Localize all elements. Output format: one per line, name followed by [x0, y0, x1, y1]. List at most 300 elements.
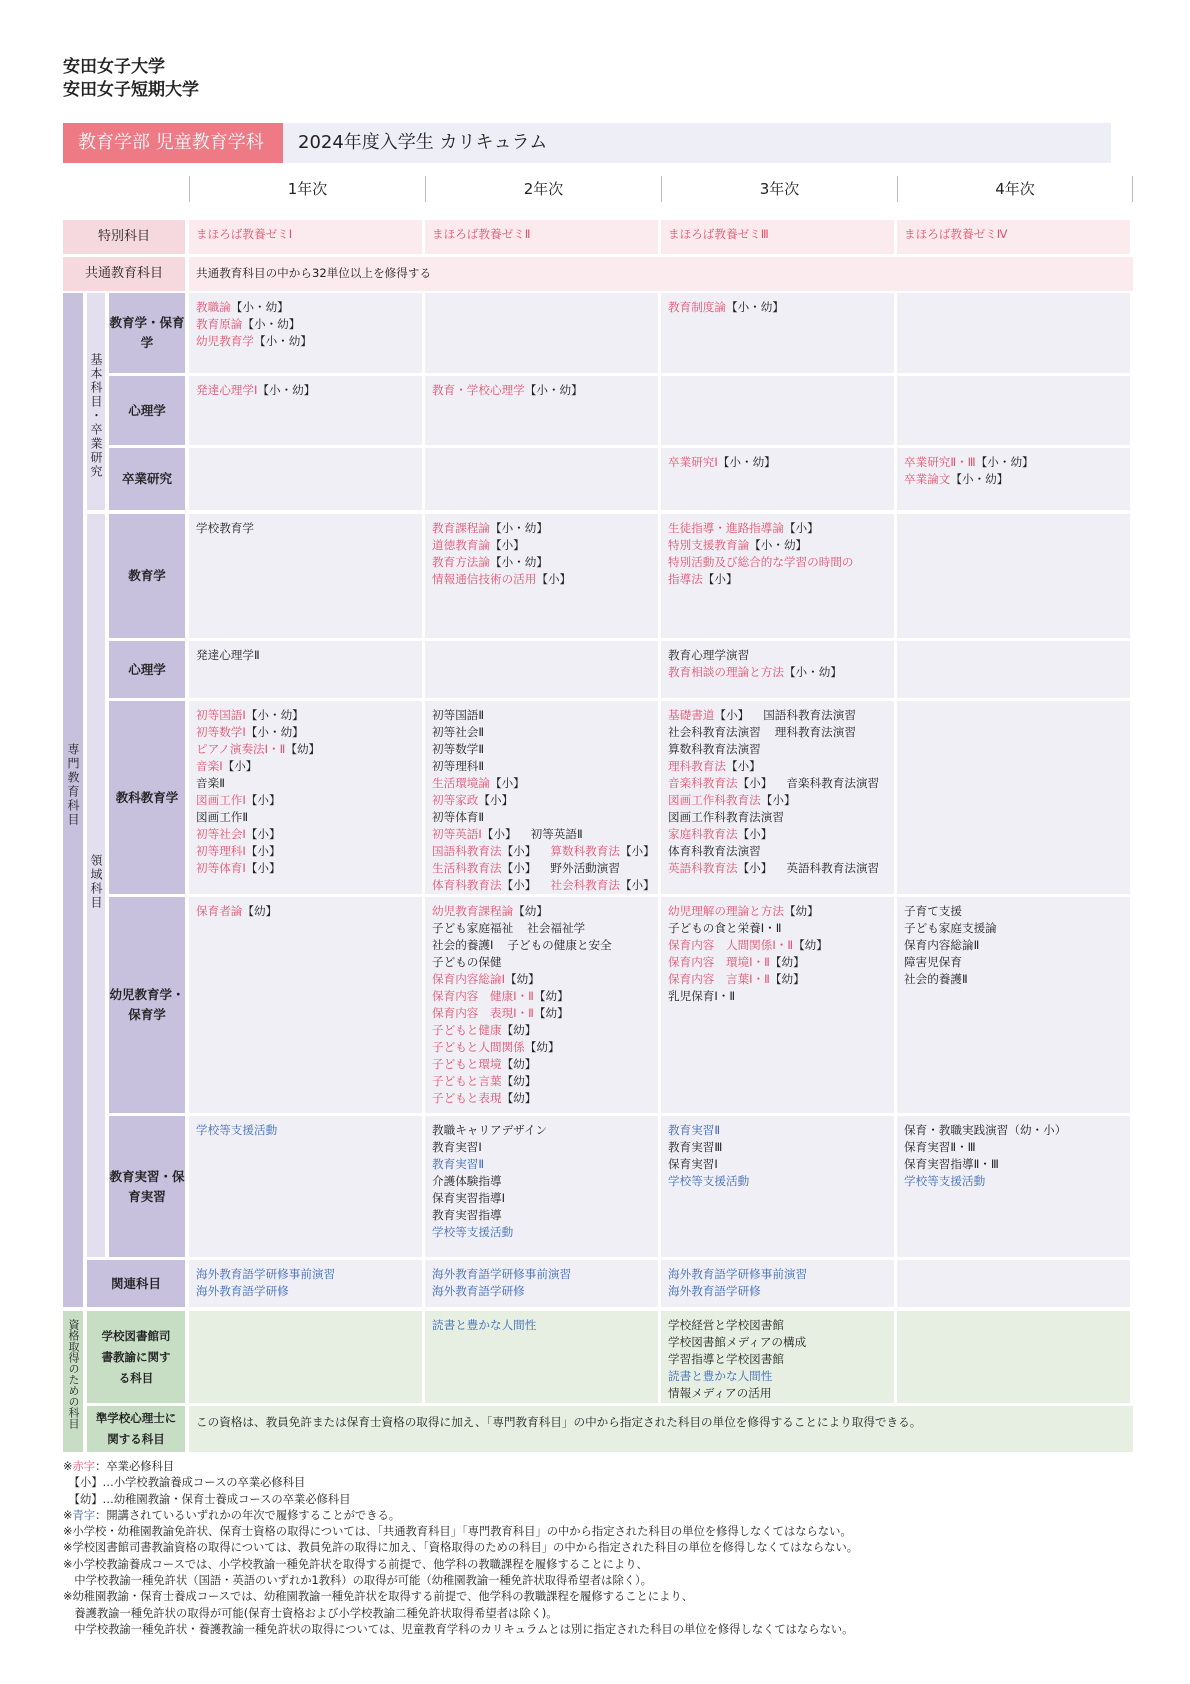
course-requirement: 【小】	[725, 759, 761, 773]
course-name: 教育実習Ⅰ	[432, 1140, 482, 1154]
course-name: 海外教育語学研修	[432, 1284, 525, 1298]
course-item	[432, 1139, 651, 1156]
course-requirement: 【小】	[619, 878, 655, 892]
course-item	[432, 988, 651, 1005]
course-requirement: 【小・幼】	[950, 472, 1009, 486]
course-item	[668, 775, 887, 792]
course-name: 算数科教育法	[550, 844, 620, 858]
course-item	[432, 1207, 651, 1224]
course-item	[432, 1190, 651, 1207]
course-name: 子どもの食と栄養Ⅰ・Ⅱ	[668, 921, 782, 935]
category-pedagogy: 教育学	[109, 514, 185, 638]
footnote-mark: ※	[63, 1460, 73, 1473]
kihon-group-label: 基本科目・卒業研究	[89, 353, 103, 479]
course-name: 教育制度論	[668, 300, 726, 314]
course-cell	[897, 897, 1130, 1113]
course-requirement: 【小・幼】	[489, 555, 548, 569]
course-requirement: 【幼】	[285, 742, 321, 756]
course-name: 教育実習Ⅱ	[668, 1123, 721, 1137]
course-name: 初等国語Ⅰ	[196, 708, 246, 722]
course-requirement: 【小】	[737, 861, 773, 875]
department-label: 教育学部 児童教育学科	[63, 123, 283, 163]
course-cell	[425, 1260, 658, 1307]
course-item	[668, 520, 887, 537]
course-cell	[189, 514, 422, 638]
course-item	[432, 937, 651, 954]
footnote-text: ※小学校・幼稚園教諭免許状、保育士資格の取得については、「共通教育科目」「専門教育科目」の中から指定された科目の単位を修得しなくてはならない。	[63, 1525, 852, 1539]
course-cell	[189, 897, 422, 1113]
course-name: 保育・教職実践演習（幼・小）	[904, 1123, 1067, 1137]
course-item	[196, 1283, 415, 1300]
course-name: 図画工作Ⅰ	[196, 793, 246, 807]
course-name: 子どもと健康	[432, 1023, 502, 1037]
course-cell	[897, 1260, 1130, 1307]
course-item	[668, 1385, 887, 1402]
footnote-line	[63, 1492, 858, 1508]
course-item	[196, 1266, 415, 1283]
course-item	[196, 792, 415, 809]
course-item	[668, 226, 887, 243]
course-name: 教育課程論	[432, 521, 490, 535]
course-item	[668, 1317, 887, 1334]
course-item	[668, 1139, 887, 1156]
course-name: 発達心理学Ⅰ	[196, 383, 258, 397]
course-item	[432, 877, 655, 894]
course-name: 学校等支援活動	[196, 1123, 278, 1137]
course-name: 子どもと環境	[432, 1057, 502, 1071]
course-item	[668, 1351, 887, 1368]
course-item	[904, 1156, 1123, 1173]
year-header-4: 4年次	[897, 176, 1133, 202]
course-requirement: 【小】	[481, 827, 517, 841]
course-item	[196, 860, 415, 877]
course-requirement: 【小】	[222, 759, 258, 773]
course-item	[668, 664, 887, 681]
course-requirement: 【幼】	[501, 1074, 537, 1088]
course-requirement: 【小・幼】	[717, 455, 776, 469]
course-name: 読書と豊かな人間性	[432, 1318, 537, 1332]
course-item	[432, 1056, 651, 1073]
course-item	[432, 1039, 651, 1056]
footnote-text: 【小】…小学校教諭養成コースの卒業必修科目	[63, 1476, 306, 1490]
course-name: 初等体育Ⅱ	[432, 810, 485, 824]
year-header-2: 2年次	[425, 176, 661, 202]
course-item	[432, 1156, 651, 1173]
course-requirement: 【小】	[501, 878, 537, 892]
course-name: 英語科教育法演習	[786, 861, 880, 875]
course-item	[196, 1122, 415, 1139]
course-item	[196, 843, 415, 860]
course-cell	[425, 1116, 658, 1257]
course-name: 初等英語Ⅰ	[432, 827, 482, 841]
common-education-note: 共通教育科目の中から32単位以上を修得する	[189, 257, 1133, 291]
course-requirement: 【幼】	[513, 904, 548, 918]
course-requirement: 【小】	[737, 827, 773, 841]
course-item	[432, 571, 651, 588]
footnote-text: 中学校教諭一種免許状（国語・英語のいずれか1教科）の取得が可能（幼稚園教諭一種免許状取得希望者は除く）。	[63, 1574, 652, 1588]
category-early-childhood: 幼児教育学・保育学	[109, 897, 185, 1113]
course-cell	[189, 641, 422, 698]
course-name: 学校等支援活動	[904, 1174, 986, 1188]
course-cell	[897, 641, 1130, 698]
course-item	[668, 1334, 887, 1351]
footnote-line	[63, 1573, 858, 1589]
footnote-line	[63, 1606, 858, 1622]
course-requirement: 【小】	[489, 776, 525, 790]
course-requirement: 【小・幼】	[749, 538, 808, 552]
course-cell	[425, 448, 658, 510]
course-item	[196, 724, 415, 741]
course-name: 保育実習指導Ⅰ	[432, 1191, 505, 1205]
course-item	[668, 826, 887, 843]
course-item	[432, 741, 651, 758]
course-name: 発達心理学Ⅱ	[196, 648, 260, 662]
course-item	[196, 775, 415, 792]
course-item	[904, 1139, 1123, 1156]
course-item	[196, 809, 415, 826]
school-psychologist-note: この資格は、教員免許または保育士資格の取得に加え、「専門教育科目」の中から指定された科目の単位を修得することにより取得できる。	[189, 1406, 1133, 1452]
footnote-text: 【幼】…幼稚園教諭・保育士養成コースの卒業必修科目	[63, 1492, 351, 1506]
course-name: 図画工作科教育法	[668, 793, 761, 807]
course-requirement: 【小・幼】	[245, 708, 304, 722]
course-item	[904, 971, 1123, 988]
course-name: 社会福祉学	[527, 921, 586, 935]
category-related: 関連科目	[87, 1260, 185, 1307]
course-requirement: 【小・幼】	[253, 334, 312, 348]
course-name: 海外教育語学研修	[196, 1284, 289, 1298]
course-requirement: 【小・幼】	[245, 725, 304, 739]
course-name: 学校図書館メディアの構成	[668, 1335, 807, 1349]
course-name: 保育内容 人間関係Ⅰ・Ⅱ	[668, 938, 794, 952]
course-name: 教職キャリアデザイン	[432, 1123, 548, 1137]
course-name: 理科教育法演習	[774, 725, 856, 739]
course-cell	[661, 1311, 894, 1403]
course-item	[432, 724, 651, 741]
course-cell	[425, 376, 658, 445]
course-cell	[897, 701, 1130, 894]
course-cell	[897, 1311, 1130, 1403]
course-name: 卒業研究Ⅰ	[668, 455, 718, 469]
course-name: 教育実習指導	[432, 1208, 502, 1222]
course-cell	[661, 1260, 894, 1307]
course-item	[432, 843, 655, 860]
course-requirement: 【小・幼】	[242, 317, 301, 331]
course-requirement: 【幼】	[769, 955, 805, 969]
course-item	[668, 758, 887, 775]
shikaku-group-label: 資格取得のための科目	[67, 1319, 80, 1429]
course-requirement: 【小】	[702, 572, 738, 586]
course-name: 学習指導と学校図書館	[668, 1352, 784, 1366]
course-cell	[189, 293, 422, 373]
course-name: 生徒指導・進路指導論	[668, 521, 784, 535]
footnote-line	[63, 1475, 858, 1491]
course-name: 体育科教育法	[432, 878, 502, 892]
course-name: 学校教育学	[196, 521, 254, 535]
course-cell	[661, 1116, 894, 1257]
category-special: 特別科目	[63, 220, 185, 254]
course-item	[196, 647, 415, 664]
course-requirement: 【幼】	[504, 972, 540, 986]
footnote-line	[63, 1557, 858, 1573]
course-name: 算数科教育法演習	[668, 742, 761, 756]
course-name: 社会科教育法演習	[668, 725, 761, 739]
course-requirement: 【幼】	[533, 989, 569, 1003]
course-item	[432, 1224, 651, 1241]
course-name: 保育実習Ⅰ	[668, 1157, 718, 1171]
course-cell	[189, 1260, 422, 1307]
course-item	[904, 226, 1123, 243]
university-name-1: 安田女子大学	[63, 57, 165, 77]
course-name: 障害児保育	[904, 955, 962, 969]
course-item	[432, 1266, 651, 1283]
senmon-group-bar	[63, 293, 83, 1307]
year-header-1: 1年次	[189, 176, 425, 202]
course-item	[668, 724, 887, 741]
curriculum-title: 2024年度入学生 カリキュラム	[298, 132, 548, 153]
course-cell	[897, 448, 1130, 510]
course-name: 初等理科Ⅱ	[432, 759, 485, 773]
course-requirement: 【幼】	[769, 972, 805, 986]
course-item	[196, 299, 415, 316]
footnote-blue-key: 青字	[72, 1508, 96, 1522]
course-name: 教育心理学演習	[668, 648, 750, 662]
course-name: 音楽Ⅱ	[196, 776, 225, 790]
course-item	[904, 454, 1123, 471]
course-requirement: 【小】	[501, 861, 537, 875]
course-name: 子ども家庭支援論	[904, 921, 997, 935]
footnote-text: ※小学校教諭養成コースでは、小学校教諭一種免許状を取得する前提で、他学科の教職課程を履修することにより、	[63, 1557, 648, 1571]
course-name: 家庭科教育法	[668, 827, 738, 841]
course-item	[196, 382, 415, 399]
course-item	[432, 1022, 651, 1039]
course-item	[668, 920, 887, 937]
course-name: 初等社会Ⅱ	[432, 725, 485, 739]
course-requirement: 【小・幼】	[975, 455, 1034, 469]
course-name: 介護体験指導	[432, 1174, 502, 1188]
course-cell	[189, 1116, 422, 1257]
course-requirement: 【小】	[478, 793, 514, 807]
course-name: 乳児保育Ⅰ・Ⅱ	[668, 989, 736, 1003]
footnote-text: 養護教諭一種免許状の取得が可能(保育士資格および小学校教諭二種免許状取得希望者は除く)。	[63, 1606, 558, 1620]
course-cell	[425, 1311, 658, 1403]
course-item	[668, 454, 887, 471]
course-name: 学校等支援活動	[668, 1174, 750, 1188]
course-item	[196, 707, 415, 724]
course-name: 特別活動及び総合的な学習の時間の	[668, 555, 854, 569]
senmon-group-label: 専門教育科目	[66, 743, 80, 827]
course-name: 読書と豊かな人間性	[668, 1369, 773, 1383]
course-requirement: 【幼】	[524, 1040, 560, 1054]
course-requirement: 【小】	[783, 521, 819, 535]
course-name: 教育原論	[196, 317, 243, 331]
course-name: 子育て支援	[904, 904, 962, 918]
course-name: 情報通信技術の活用	[432, 572, 537, 586]
course-cell	[897, 1116, 1130, 1257]
course-requirement: 【小】	[245, 844, 281, 858]
course-item	[196, 826, 415, 843]
course-requirement: 【小・幼】	[524, 383, 583, 397]
course-item	[432, 792, 651, 809]
course-requirement: 【小】	[245, 861, 281, 875]
course-item	[432, 809, 651, 826]
course-name: 子どもの健康と安全	[507, 938, 612, 952]
category-psychology-basic: 心理学	[109, 376, 185, 445]
course-name: 社会的養護Ⅱ	[904, 972, 968, 986]
course-name: 初等数学Ⅱ	[432, 742, 485, 756]
footnote-red-key: 赤字	[72, 1460, 96, 1473]
course-item	[432, 1317, 651, 1334]
course-item	[196, 903, 415, 920]
course-item	[904, 471, 1123, 488]
course-name: まほろば教養ゼミⅣ	[904, 227, 1008, 241]
category-practicum: 教育実習・保育実習	[109, 1116, 185, 1257]
course-item	[196, 520, 415, 537]
course-cell	[897, 376, 1130, 445]
course-requirement: 【小】	[714, 708, 750, 722]
course-requirement: 【小】	[501, 844, 537, 858]
category-graduation-research: 卒業研究	[109, 448, 185, 510]
course-name: 保育実習指導Ⅱ・Ⅲ	[904, 1157, 999, 1171]
course-cell	[661, 701, 894, 894]
ryoiki-group-label: 領域科目	[89, 854, 103, 910]
course-item	[904, 954, 1123, 971]
course-cell	[189, 376, 422, 445]
course-name: 図画工作Ⅱ	[196, 810, 249, 824]
course-requirement: 【小・幼】	[257, 383, 316, 397]
course-item	[432, 1122, 651, 1139]
course-item	[668, 537, 887, 554]
course-item	[432, 903, 651, 920]
course-cell	[189, 220, 422, 254]
shikaku-group-bar	[63, 1311, 83, 1452]
course-requirement: 【小・幼】	[783, 665, 842, 679]
course-requirement: 【小】	[619, 844, 655, 858]
course-item	[432, 860, 651, 877]
footnote-text: ※幼稚園教諭・保育士養成コースでは、幼稚園教諭一種免許状を取得する前提で、他学科の教職課程を履修することにより、	[63, 1590, 694, 1604]
course-name: 生活科教育法	[432, 861, 502, 875]
course-requirement: 【小・幼】	[725, 300, 784, 314]
course-cell	[661, 514, 894, 638]
course-name: 社会的養護Ⅰ	[432, 938, 494, 952]
course-name: 子ども家庭福祉	[432, 921, 514, 935]
course-item	[432, 1090, 651, 1107]
course-name: 子どもと表現	[432, 1091, 502, 1105]
course-name: 特別支援教育論	[668, 538, 750, 552]
course-name: 海外教育語学研修事前演習	[432, 1267, 572, 1281]
course-name: 卒業論文	[904, 472, 951, 486]
university-name	[63, 56, 199, 102]
course-item	[432, 537, 651, 554]
course-name: 体育科教育法演習	[668, 844, 761, 858]
course-name: 保育内容 表現Ⅰ・Ⅱ	[432, 1006, 534, 1020]
course-cell	[425, 701, 658, 894]
course-item	[432, 1005, 651, 1022]
course-name: ピアノ演奏法Ⅰ・Ⅱ	[196, 742, 286, 756]
course-name: 保育内容 言葉Ⅰ・Ⅱ	[668, 972, 770, 986]
course-item	[432, 382, 651, 399]
course-cell	[661, 448, 894, 510]
course-name: 初等数学Ⅰ	[196, 725, 246, 739]
course-name: 国語科教育法演習	[763, 708, 856, 722]
course-name: まほろば教養ゼミⅡ	[432, 227, 531, 241]
course-item	[668, 707, 887, 724]
course-item	[432, 1073, 651, 1090]
course-requirement: 【小・幼】	[230, 300, 289, 314]
course-name: まほろば教養ゼミⅢ	[668, 227, 769, 241]
course-name: 初等社会Ⅰ	[196, 827, 246, 841]
course-item	[196, 316, 415, 333]
course-item	[668, 860, 887, 877]
course-name: 卒業研究Ⅱ・Ⅲ	[904, 455, 976, 469]
course-name: 教育方法論	[432, 555, 490, 569]
footnote-text: ：卒業必修科目	[95, 1460, 175, 1473]
footnote-line	[63, 1589, 858, 1605]
course-item	[668, 988, 887, 1005]
course-requirement: 【幼】	[793, 938, 828, 952]
course-name: 子どもと人間関係	[432, 1040, 525, 1054]
course-requirement: 【小】	[760, 793, 796, 807]
course-cell	[425, 514, 658, 638]
course-cell	[661, 293, 894, 373]
course-cell	[661, 897, 894, 1113]
course-name: 基礎書道	[668, 708, 715, 722]
course-cell	[425, 220, 658, 254]
kihon-group-bar	[87, 293, 105, 510]
course-name: 教育実習Ⅲ	[668, 1140, 723, 1154]
course-cell	[189, 701, 422, 894]
course-name: 保育者論	[196, 904, 243, 918]
course-name: 保育実習Ⅱ・Ⅲ	[904, 1140, 976, 1154]
course-name: 子どもと言葉	[432, 1074, 502, 1088]
footnote-text: ※学校図書館司書教諭資格の取得については、教員免許の取得に加え、「資格取得のための科目」の中から指定された科目の単位を修得しなくてはならない。	[63, 1541, 859, 1555]
course-item	[668, 571, 887, 588]
category-education-childcare: 教育学・保育学	[109, 293, 185, 373]
course-name: 初等家政	[432, 793, 479, 807]
year-header-3: 3年次	[661, 176, 897, 202]
course-item	[196, 758, 415, 775]
footnote-line	[63, 1622, 858, 1638]
course-requirement: 【幼】	[501, 1091, 537, 1105]
course-item	[668, 1156, 887, 1173]
course-name: 保育内容総論Ⅱ	[904, 938, 980, 952]
course-name: 教育相談の理論と方法	[668, 665, 784, 679]
footnote-text: 中学校教諭一種免許状・養護教諭一種免許状の取得については、児童教育学科のカリキュラムとは別に指定された科目の単位を修得しなくてはならない。	[63, 1622, 854, 1636]
course-name: 社会科教育法	[550, 878, 620, 892]
course-name: 保育内容 環境Ⅰ・Ⅱ	[668, 955, 770, 969]
course-name: 道徳教育論	[432, 538, 490, 552]
category-common: 共通教育科目	[63, 257, 185, 291]
course-cell	[189, 1311, 422, 1403]
course-item	[668, 843, 887, 860]
course-name: 学校等支援活動	[432, 1225, 514, 1239]
course-requirement: 【小】	[245, 827, 281, 841]
course-item	[668, 1368, 887, 1385]
course-cell	[897, 220, 1130, 254]
course-requirement: 【小・幼】	[489, 521, 548, 535]
course-item	[668, 299, 887, 316]
course-item	[668, 1283, 887, 1300]
course-name: 初等理科Ⅰ	[196, 844, 246, 858]
course-requirement: 【幼】	[501, 1057, 537, 1071]
course-name: 野外活動演習	[550, 861, 620, 875]
course-item	[196, 226, 415, 243]
course-name: 図画工作科教育法演習	[668, 810, 784, 824]
course-item	[668, 741, 887, 758]
course-name: 幼児教育課程論	[432, 904, 514, 918]
course-name: 幼児教育学	[196, 334, 254, 348]
footnote-line	[63, 1508, 858, 1524]
course-name: 初等国語Ⅱ	[432, 708, 485, 722]
